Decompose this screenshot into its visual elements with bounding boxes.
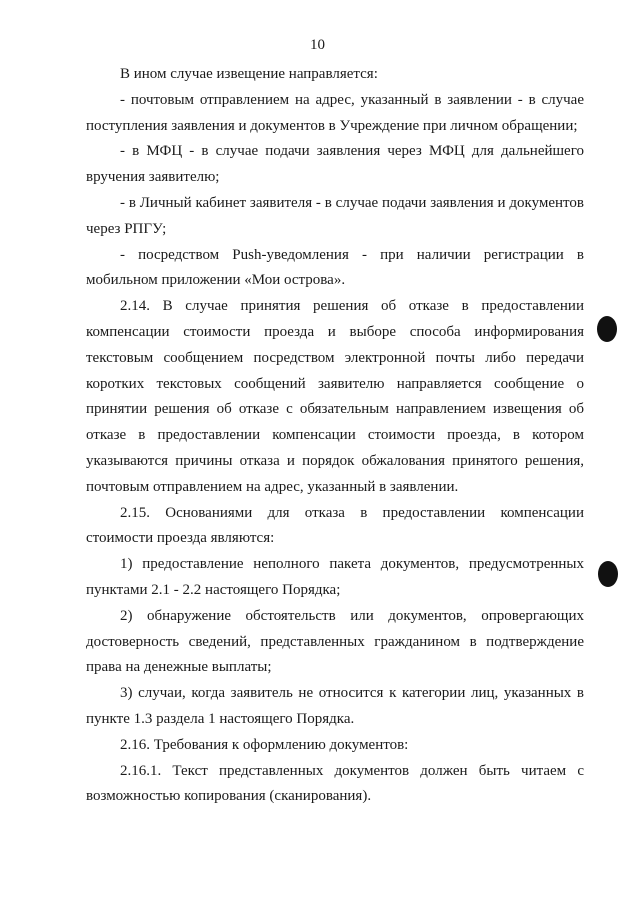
paragraph-2-15: 2.15. Основаниями для отказа в предоставлении компенсации стоимости проезда являются: bbox=[86, 504, 584, 547]
paragraph-reason-2: 2) обнаружение обстоятельств или документов, опровергающих достоверность сведений, представленных гражданином в подтверждение права на денежные выплаты; bbox=[86, 607, 584, 676]
paragraph-2-16-1: 2.16.1. Текст представленных документов должен быть читаем с возможностью копирования (сканирования). bbox=[86, 762, 584, 805]
punch-hole-mark bbox=[598, 561, 618, 587]
paragraph-notice-intro: В ином случае извещение направляется: bbox=[120, 66, 378, 82]
paragraph-reason-3: 3) случаи, когда заявитель не относится к категории лиц, указанных в пункте 1.3 раздела 1 настоящего Порядка. bbox=[86, 685, 584, 727]
paragraph-reason-1: 1) предоставление неполного пакета документов, предусмотренных пунктами 2.1 - 2.2 настоящего Порядка; bbox=[86, 556, 584, 598]
document-body bbox=[86, 62, 584, 810]
paragraph-postal: - почтовым отправлением на адрес, указанный в заявлении - в случае поступления заявления и документов в Учреждение при личном обращении; bbox=[86, 91, 584, 134]
paragraph-2-16: 2.16. Требования к оформлению документов: bbox=[120, 736, 409, 753]
paragraph-2-14: 2.14. В случае принятия решения об отказе в предоставлении компенсации стоимости проезда и выборе способа информирования текстовым сообщением посредством электронной почты либо передачи коротких текстовых сообщений заявителю направляется сообщение о принятии решения об отказе с обязательным направлением извещения об отказе в предоставлении компенсации стоимости проезда, в котором указываются причины отказа и порядок обжалования принятого решения, почтовым отправлением на адрес, указанный в заявлении. bbox=[86, 298, 584, 495]
paragraph-mfc: - в МФЦ - в случае подачи заявления через МФЦ для дальнейшего вручения заявителю; bbox=[86, 143, 584, 186]
page-number: 10 bbox=[310, 37, 325, 53]
paragraph-push: - посредством Push-уведомления - при наличии регистрации в мобильном приложении «Мои острова». bbox=[86, 246, 584, 289]
paragraph-personal-cabinet: - в Личный кабинет заявителя - в случае подачи заявления и документов через РПГУ; bbox=[86, 194, 584, 237]
punch-hole-mark bbox=[597, 316, 617, 342]
